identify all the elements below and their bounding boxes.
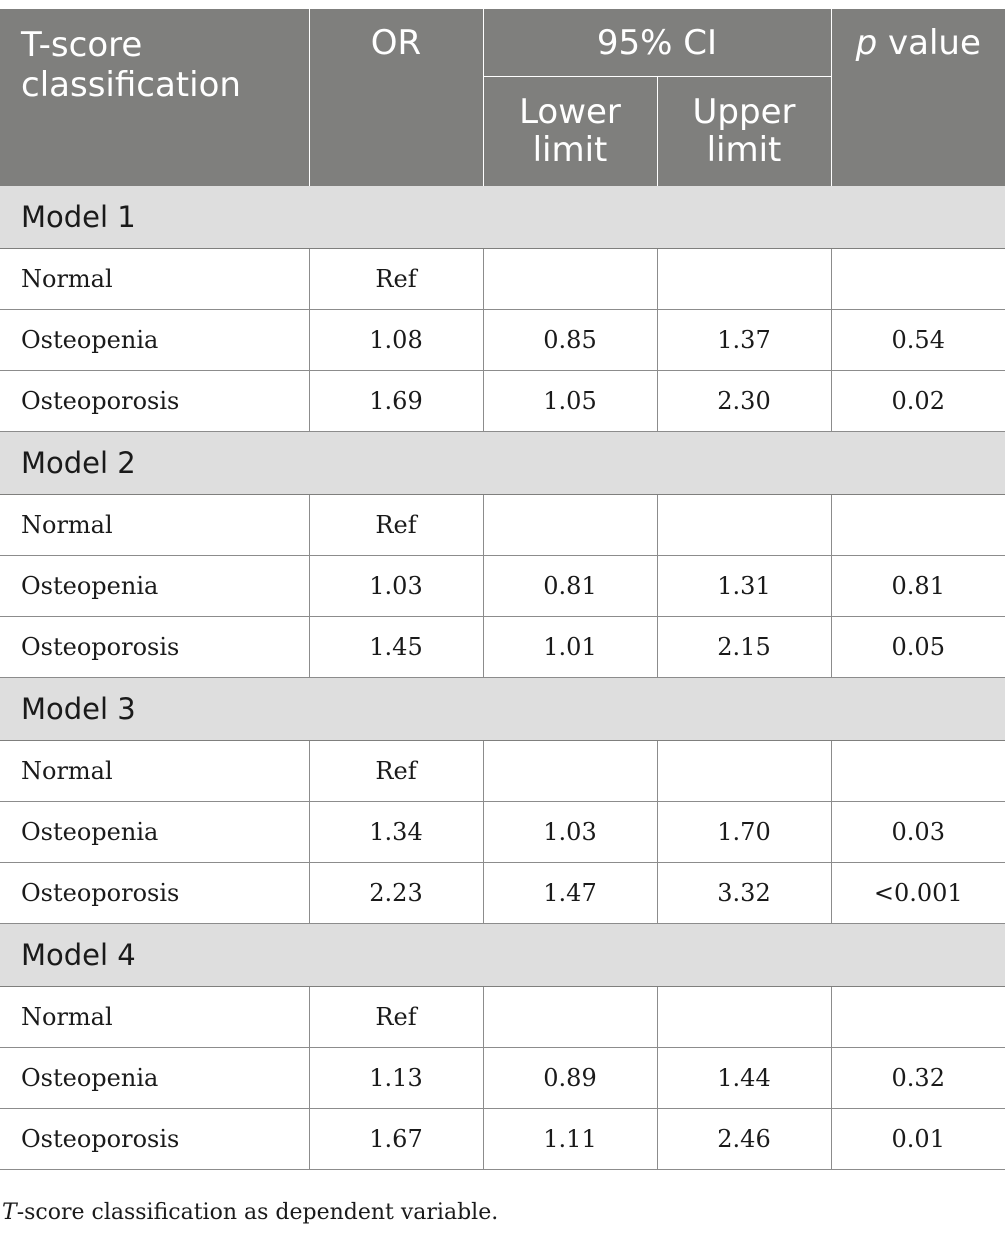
cell-or: 2.23 — [309, 863, 483, 924]
header-95-ci: 95% CI — [483, 9, 831, 77]
footnote-text: -score classification as dependent variable. — [16, 1200, 499, 1225]
cell-lower: 1.47 — [483, 863, 657, 924]
model-label: Model 4 — [0, 924, 1005, 987]
cell-p: 0.02 — [831, 371, 1005, 432]
header-p-value — [831, 9, 1005, 77]
cell-or: Ref — [309, 987, 483, 1048]
cell-classification: Osteopenia — [0, 556, 309, 617]
model-row — [0, 678, 1005, 741]
cell-lower — [483, 741, 657, 802]
cell-classification: Osteoporosis — [0, 863, 309, 924]
cell-upper — [657, 741, 831, 802]
cell-or: Ref — [309, 249, 483, 310]
cell-upper: 3.32 — [657, 863, 831, 924]
cell-p: 0.54 — [831, 310, 1005, 371]
cell-classification: Osteoporosis — [0, 617, 309, 678]
header-upper-limit — [657, 77, 831, 186]
cell-classification: Osteopenia — [0, 802, 309, 863]
table-row — [0, 802, 1005, 863]
results-table — [0, 9, 1005, 1170]
cell-lower: 1.03 — [483, 802, 657, 863]
cell-upper — [657, 987, 831, 1048]
cell-classification: Normal — [0, 495, 309, 556]
cell-or: 1.13 — [309, 1048, 483, 1109]
cell-lower: 0.81 — [483, 556, 657, 617]
cell-p — [831, 987, 1005, 1048]
cell-lower: 1.01 — [483, 617, 657, 678]
table-row — [0, 1109, 1005, 1170]
header-or-blank — [309, 77, 483, 186]
footnote-italic: T — [2, 1200, 17, 1225]
cell-p: 0.05 — [831, 617, 1005, 678]
header-tscore-line1: T-score — [21, 25, 143, 65]
model-label: Model 3 — [0, 678, 1005, 741]
cell-p: 0.01 — [831, 1109, 1005, 1170]
cell-lower: 0.89 — [483, 1048, 657, 1109]
header-tscore-line2: classification — [21, 65, 241, 105]
header-p-blank — [831, 77, 1005, 186]
cell-lower — [483, 495, 657, 556]
model-row — [0, 924, 1005, 987]
cell-classification: Osteoporosis — [0, 371, 309, 432]
cell-lower: 0.85 — [483, 310, 657, 371]
cell-lower — [483, 249, 657, 310]
cell-classification: Normal — [0, 987, 309, 1048]
model-row — [0, 432, 1005, 495]
header-p-italic: p — [855, 22, 878, 63]
table-row — [0, 1048, 1005, 1109]
table-row — [0, 371, 1005, 432]
cell-upper: 1.70 — [657, 802, 831, 863]
table-row — [0, 249, 1005, 310]
table-row — [0, 495, 1005, 556]
header-lower-line2: limit — [532, 130, 608, 170]
cell-upper — [657, 495, 831, 556]
cell-lower: 1.05 — [483, 371, 657, 432]
cell-classification: Normal — [0, 249, 309, 310]
cell-or: 1.34 — [309, 802, 483, 863]
table-row — [0, 987, 1005, 1048]
header-tscore-classification — [0, 9, 309, 186]
cell-upper: 1.44 — [657, 1048, 831, 1109]
cell-p: <0.001 — [831, 863, 1005, 924]
cell-p — [831, 495, 1005, 556]
cell-upper: 2.46 — [657, 1109, 831, 1170]
cell-p: 0.81 — [831, 556, 1005, 617]
cell-or: Ref — [309, 495, 483, 556]
cell-upper: 2.30 — [657, 371, 831, 432]
cell-or: 1.69 — [309, 371, 483, 432]
header-lower-limit — [483, 77, 657, 186]
header-row-1 — [0, 9, 1005, 77]
table-row — [0, 310, 1005, 371]
cell-or: Ref — [309, 741, 483, 802]
table-header — [0, 9, 1005, 186]
header-p-rest: value — [877, 22, 981, 63]
cell-upper: 2.15 — [657, 617, 831, 678]
cell-p: 0.03 — [831, 802, 1005, 863]
model-label: Model 1 — [0, 186, 1005, 249]
model-row — [0, 186, 1005, 249]
cell-classification: Normal — [0, 741, 309, 802]
table-footnote — [2, 1200, 498, 1225]
cell-or: 1.03 — [309, 556, 483, 617]
table-body — [0, 186, 1005, 1170]
cell-upper — [657, 249, 831, 310]
cell-or: 1.08 — [309, 310, 483, 371]
cell-lower: 1.11 — [483, 1109, 657, 1170]
header-upper-line1: Upper — [692, 92, 796, 132]
cell-classification: Osteopenia — [0, 1048, 309, 1109]
cell-upper: 1.31 — [657, 556, 831, 617]
cell-or: 1.45 — [309, 617, 483, 678]
table-row — [0, 863, 1005, 924]
header-or: OR — [309, 9, 483, 77]
cell-p: 0.32 — [831, 1048, 1005, 1109]
cell-p — [831, 249, 1005, 310]
cell-or: 1.67 — [309, 1109, 483, 1170]
cell-lower — [483, 987, 657, 1048]
cell-upper: 1.37 — [657, 310, 831, 371]
model-label: Model 2 — [0, 432, 1005, 495]
cell-classification: Osteopenia — [0, 310, 309, 371]
table-row — [0, 741, 1005, 802]
cell-classification: Osteoporosis — [0, 1109, 309, 1170]
header-upper-line2: limit — [706, 130, 782, 170]
table-row — [0, 617, 1005, 678]
cell-p — [831, 741, 1005, 802]
header-lower-line1: Lower — [519, 92, 621, 132]
table-row — [0, 556, 1005, 617]
